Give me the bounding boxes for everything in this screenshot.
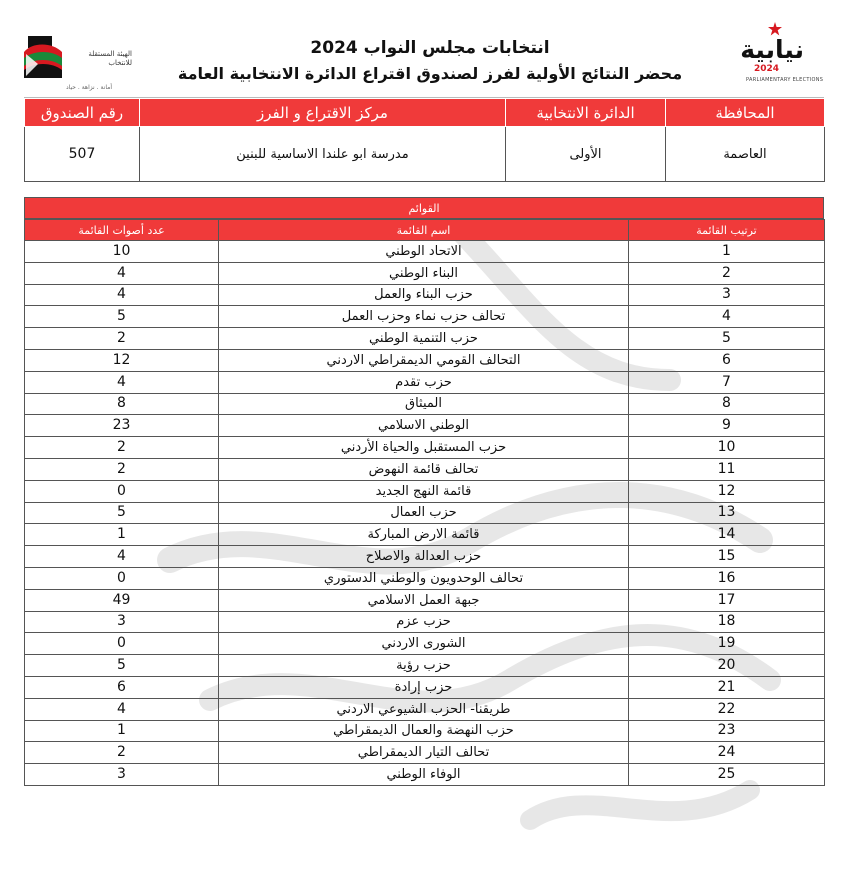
table-row	[25, 546, 825, 568]
list-votes-cell: 0	[25, 480, 219, 502]
list-votes-cell: 4	[25, 546, 219, 568]
table-row	[25, 742, 825, 764]
table-row	[25, 611, 825, 633]
list-votes-cell: 2	[25, 742, 219, 764]
list-rank-cell: 18	[629, 611, 825, 633]
list-rank-cell: 15	[629, 546, 825, 568]
table-row	[25, 502, 825, 524]
ballot-box-icon	[22, 32, 68, 82]
list-name-cell: حزب النهضة والعمال الديمقراطي	[219, 720, 629, 742]
table-row	[25, 720, 825, 742]
iec-logo	[22, 28, 132, 96]
list-votes-cell: 12	[25, 349, 219, 371]
list-name-cell: جبهة العمل الاسلامي	[219, 589, 629, 611]
polling-info-table	[24, 98, 825, 182]
list-rank-cell: 21	[629, 676, 825, 698]
list-votes-cell: 1	[25, 720, 219, 742]
iec-logo-text: الهيئة المستقلة للانتخاب	[88, 50, 132, 67]
table-row	[25, 633, 825, 655]
table-row	[25, 241, 825, 263]
list-rank-cell: 20	[629, 655, 825, 677]
list-name-cell: الوفاء الوطني	[219, 764, 629, 786]
list-rank-cell: 17	[629, 589, 825, 611]
header-votes: عدد أصوات القائمة	[25, 220, 219, 241]
list-rank-cell: 3	[629, 284, 825, 306]
table-row	[25, 306, 825, 328]
list-rank-cell: 16	[629, 567, 825, 589]
list-rank-cell: 9	[629, 415, 825, 437]
list-votes-cell: 49	[25, 589, 219, 611]
table-row	[25, 655, 825, 677]
list-votes-cell: 4	[25, 262, 219, 284]
header-list-name: اسم القائمة	[219, 220, 629, 241]
table-row	[25, 328, 825, 350]
header-center: مركز الاقتراع و الفرز	[140, 99, 506, 127]
list-name-cell: قائمة النهج الجديد	[219, 480, 629, 502]
table-row	[25, 262, 825, 284]
list-votes-cell: 0	[25, 567, 219, 589]
table-row	[25, 458, 825, 480]
table-row	[25, 567, 825, 589]
list-name-cell: حزب المستقبل والحياة الأردني	[219, 437, 629, 459]
list-name-cell: حزب رؤية	[219, 655, 629, 677]
table-row	[25, 393, 825, 415]
iec-logo-tagline: أمانة . نزاهة . حياد	[65, 84, 113, 91]
list-name-cell: حزب البناء والعمل	[219, 284, 629, 306]
list-rank-cell: 5	[629, 328, 825, 350]
list-name-cell: حزب العدالة والاصلاح	[219, 546, 629, 568]
table-row	[25, 698, 825, 720]
header-district: الدائرة الانتخابية	[506, 99, 666, 127]
list-name-cell: حزب التنمية الوطني	[219, 328, 629, 350]
table-row	[25, 284, 825, 306]
list-name-cell: حزب إرادة	[219, 676, 629, 698]
list-rank-cell: 14	[629, 524, 825, 546]
list-name-cell: الوطني الاسلامي	[219, 415, 629, 437]
list-votes-cell: 0	[25, 633, 219, 655]
list-votes-cell: 10	[25, 241, 219, 263]
page-subtitle: محضر النتائج الأولية لفرز لصندوق اقتراع الدائرة الانتخابية العامة	[177, 64, 683, 83]
lists-title: القوائم	[24, 197, 824, 219]
list-votes-cell: 2	[25, 437, 219, 459]
list-votes-cell: 5	[25, 655, 219, 677]
list-rank-cell: 13	[629, 502, 825, 524]
star-icon	[768, 22, 782, 36]
elections-logo-mark: نيابية	[740, 35, 804, 64]
table-row	[25, 349, 825, 371]
list-rank-cell: 12	[629, 480, 825, 502]
list-name-cell: الميثاق	[219, 393, 629, 415]
table-row	[25, 437, 825, 459]
list-rank-cell: 19	[629, 633, 825, 655]
list-name-cell: حزب العمال	[219, 502, 629, 524]
list-name-cell: تحالف قائمة النهوض	[219, 458, 629, 480]
list-name-cell: تحالف الوحدويون والوطني الدستوري	[219, 567, 629, 589]
document-header	[0, 0, 850, 100]
header-governorate: المحافظة	[666, 99, 825, 127]
value-box: 507	[25, 127, 140, 182]
list-votes-cell: 2	[25, 458, 219, 480]
list-votes-cell: 4	[25, 698, 219, 720]
elections-logo-year: 2024	[754, 64, 780, 74]
list-rank-cell: 22	[629, 698, 825, 720]
list-rank-cell: 24	[629, 742, 825, 764]
elections-logo-sub: PARLIAMENTARY ELECTIONS	[746, 77, 824, 83]
value-center: مدرسة ابو علندا الاساسية للبنين	[140, 127, 506, 182]
table-row	[25, 676, 825, 698]
table-row	[25, 764, 825, 786]
list-votes-cell: 4	[25, 284, 219, 306]
list-name-cell: الشورى الاردني	[219, 633, 629, 655]
list-votes-cell: 1	[25, 524, 219, 546]
value-district: الأولى	[506, 127, 666, 182]
list-name-cell: قائمة الارض المباركة	[219, 524, 629, 546]
list-votes-cell: 23	[25, 415, 219, 437]
list-name-cell: حزب عزم	[219, 611, 629, 633]
list-votes-cell: 4	[25, 371, 219, 393]
list-votes-cell: 6	[25, 676, 219, 698]
table-row	[25, 415, 825, 437]
list-votes-cell: 2	[25, 328, 219, 350]
header-rank: ترتيب القائمة	[629, 220, 825, 241]
list-rank-cell: 11	[629, 458, 825, 480]
header-box: رقم الصندوق	[25, 99, 140, 127]
list-name-cell: البناء الوطني	[219, 262, 629, 284]
list-name-cell: تحالف التيار الديمقراطي	[219, 742, 629, 764]
list-rank-cell: 7	[629, 371, 825, 393]
list-name-cell: الاتحاد الوطني	[219, 241, 629, 263]
list-rank-cell: 4	[629, 306, 825, 328]
list-rank-cell: 2	[629, 262, 825, 284]
list-name-cell: حزب تقدم	[219, 371, 629, 393]
list-name-cell: طريقنا- الحزب الشيوعي الاردني	[219, 698, 629, 720]
table-row	[25, 524, 825, 546]
list-rank-cell: 23	[629, 720, 825, 742]
table-row	[25, 371, 825, 393]
table-row	[25, 589, 825, 611]
list-votes-cell: 8	[25, 393, 219, 415]
list-rank-cell: 8	[629, 393, 825, 415]
list-rank-cell: 10	[629, 437, 825, 459]
page-title: انتخابات مجلس النواب 2024	[310, 38, 550, 58]
table-row	[25, 480, 825, 502]
list-votes-cell: 3	[25, 611, 219, 633]
list-rank-cell: 25	[629, 764, 825, 786]
list-votes-cell: 3	[25, 764, 219, 786]
list-rank-cell: 1	[629, 241, 825, 263]
elections-logo	[740, 22, 830, 94]
list-votes-cell: 5	[25, 502, 219, 524]
list-rank-cell: 6	[629, 349, 825, 371]
list-name-cell: التحالف القومي الديمقراطي الاردني	[219, 349, 629, 371]
value-governorate: العاصمة	[666, 127, 825, 182]
list-name-cell: تحالف حزب نماء وحزب العمل	[219, 306, 629, 328]
lists-results-table	[24, 219, 825, 786]
list-votes-cell: 5	[25, 306, 219, 328]
